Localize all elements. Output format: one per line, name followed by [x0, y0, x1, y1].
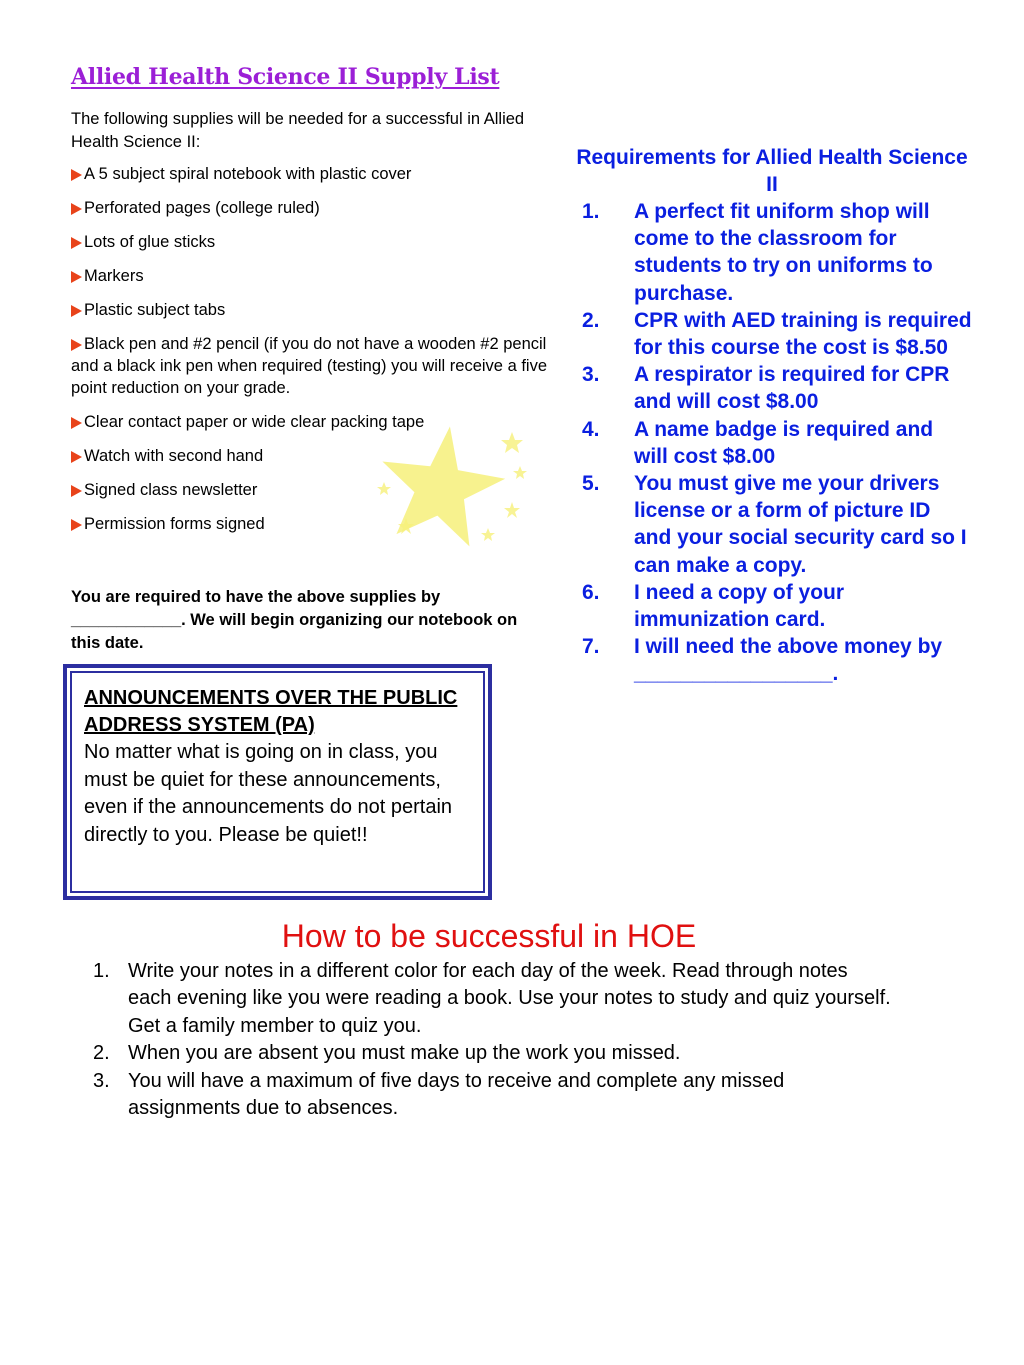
- hoe-title: How to be successful in HOE: [281, 918, 697, 954]
- announcements-inner-border: [70, 671, 485, 893]
- list-item: Clear contact paper or wide clear packing tape: [71, 411, 561, 433]
- triangle-bullet-icon: [71, 519, 82, 531]
- triangle-bullet-icon: [71, 485, 82, 497]
- list-item: 2. When you are absent you must make up the work you missed.: [93, 1042, 681, 1065]
- list-item: Black pen and #2 pencil (if you do not have a wooden #2 pencil and a black ink pen when required (testing) you will receive a five point reduction on your grade.: [71, 335, 548, 397]
- list-item: 1. A perfect fit uniform shop will come to the classroom for students to try on uniforms to purchase.: [582, 200, 933, 305]
- list-item: A 5 subject spiral notebook with plastic cover: [71, 163, 561, 185]
- list-item: 5. You must give me your drivers license or a form of picture ID and your social security card so I can make a copy.: [582, 472, 967, 577]
- triangle-bullet-icon: [71, 339, 82, 351]
- list-item: 2. CPR with AED training is required for this course the cost is $8.50: [582, 308, 972, 360]
- triangle-bullet-icon: [71, 451, 82, 463]
- list-item: Permission forms signed: [71, 513, 561, 535]
- announcements-box: [63, 664, 492, 900]
- supply-list: [71, 163, 561, 547]
- list-item: Perforated pages (college ruled): [71, 197, 561, 219]
- list-item: 1. Write your notes in a different color for each day of the week. Read through notes each evening like you were reading a book. Use your notes to study and quiz yourself. Get a family member to quiz you.: [93, 960, 891, 1037]
- announcements-body: No matter what is going on in class, you must be quiet for these announcements, even if the announcements do not pertain directly to you. Please be quiet!!: [84, 741, 453, 846]
- supply-list-intro: The following supplies will be needed for a successful in Allied Health Science II:: [71, 110, 525, 151]
- requirements-list: [572, 198, 972, 688]
- requirements-title: Requirements for Allied Health Science II: [576, 146, 968, 196]
- supply-list-title: Allied Health Science II Supply List: [71, 64, 500, 90]
- triangle-bullet-icon: [71, 237, 82, 249]
- list-item: 3. A respirator is required for CPR and will cost $8.00: [582, 363, 950, 414]
- list-item: 4. A name badge is required and will cost $8.00: [582, 417, 934, 468]
- triangle-bullet-icon: [71, 169, 82, 181]
- triangle-bullet-icon: [71, 203, 82, 215]
- list-item: Watch with second hand: [71, 445, 561, 467]
- requirements-section: [572, 144, 972, 688]
- list-item: Signed class newsletter: [71, 479, 561, 501]
- list-item: Markers: [71, 265, 561, 287]
- list-item: 6. I need a copy of your immunization card.: [582, 580, 845, 632]
- list-item: Plastic subject tabs: [71, 299, 561, 321]
- triangle-bullet-icon: [71, 305, 82, 317]
- list-item: Lots of glue sticks: [71, 231, 561, 253]
- triangle-bullet-icon: [71, 271, 82, 283]
- list-item: 3. You will have a maximum of five days to receive and complete any missed assignments due to absences.: [93, 1069, 785, 1120]
- supplies-deadline-note: You are required to have the above supplies by ____________. We will begin organizing our notebook on this date.: [71, 588, 518, 652]
- triangle-bullet-icon: [71, 417, 82, 429]
- announcements-title: ANNOUNCEMENTS OVER THE PUBLIC ADDRESS SYSTEM (PA): [84, 687, 458, 736]
- hoe-list: [93, 958, 893, 1122]
- list-item: 7. I will need the above money by _________________.: [582, 635, 943, 686]
